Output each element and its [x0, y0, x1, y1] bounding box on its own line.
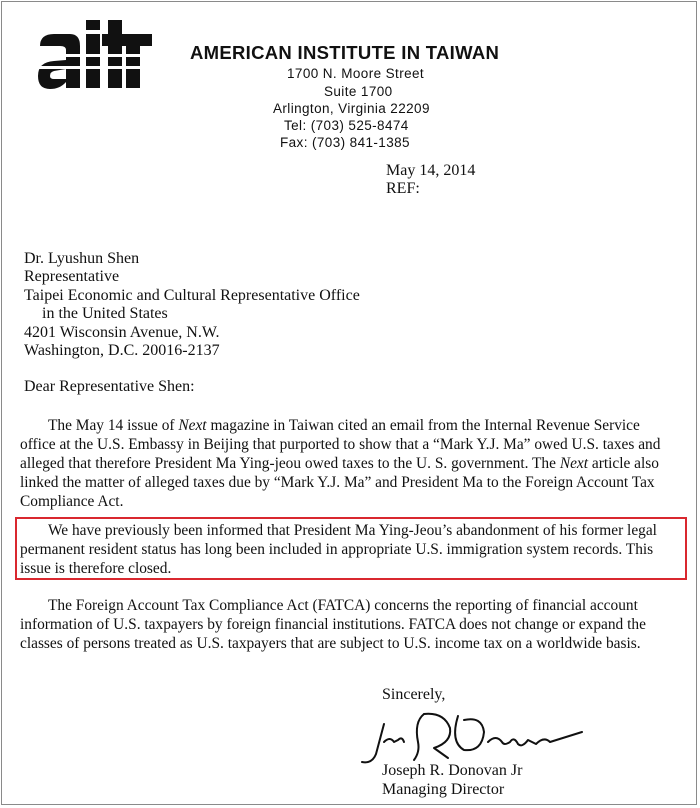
reference-label: REF:	[386, 180, 420, 197]
valediction: Sincerely,	[382, 686, 446, 703]
paragraph-line: The Foreign Account Tax Compliance Act (FATCA) concerns the reporting of financial account	[48, 597, 638, 614]
address-suite: Suite 1700	[324, 84, 393, 99]
address-city: Arlington, Virginia 22209	[273, 101, 430, 116]
paragraph-line: The May 14 issue of Next magazine in Taiwan cited an email from the Internal Revenue Service	[48, 417, 640, 434]
organization-name: AMERICAN INSTITUTE IN TAIWAN	[190, 42, 500, 63]
paragraph-next-magazine	[20, 416, 690, 511]
recipient-city: Washington, D.C. 20016-2137	[24, 342, 220, 359]
address-tel: Tel: (703) 525-8474	[284, 118, 409, 133]
signer-title: Managing Director	[382, 781, 505, 798]
paragraph-line: linked the matter of alleged taxes due by “Mark Y.J. Ma” and President Ma to the Foreign Account Tax	[20, 474, 655, 491]
salutation: Dear Representative Shen:	[24, 378, 195, 395]
paragraph-line: information of U.S. taxpayers by foreign financial institutions. FATCA does not change or expand the	[20, 616, 646, 633]
recipient-office-cont: in the United States	[42, 305, 168, 322]
letter-page	[1, 1, 697, 805]
signer-name: Joseph R. Donovan Jr	[382, 762, 523, 779]
recipient-street: 4201 Wisconsin Avenue, N.W.	[24, 324, 220, 341]
recipient-title: Representative	[24, 268, 120, 285]
paragraph-line: We have previously been informed that President Ma Ying-Jeou’s abandonment of his former legal	[48, 522, 657, 539]
ait-logo	[36, 16, 156, 94]
paragraph-line: permanent resident status has long been included in appropriate U.S. immigration system records. This	[20, 541, 654, 558]
paragraph-line: office at the U.S. Embassy in Beijing that purported to show that a “Mark Y.J. Ma” owed U.S. taxes and	[20, 436, 661, 453]
paragraph-immigration-status	[20, 521, 690, 578]
paragraph-line: alleged that therefore President Ma Ying-jeou owed taxes to the U. S. government. The Next article also	[20, 455, 659, 472]
letter-date: May 14, 2014	[386, 162, 476, 179]
paragraph-fatca	[20, 596, 690, 653]
paragraph-line: classes of persons treated as U.S. taxpayers that are subject to U.S. income tax on a worldwide basis.	[20, 635, 641, 652]
recipient-office: Taipei Economic and Cultural Representative Office	[24, 287, 360, 304]
address-fax: Fax: (703) 841-1385	[280, 135, 410, 150]
paragraph-line: Compliance Act.	[20, 493, 124, 510]
recipient-name: Dr. Lyushun Shen	[24, 250, 140, 267]
paragraph-line: issue is therefore closed.	[20, 560, 172, 577]
address-street: 1700 N. Moore Street	[287, 66, 425, 81]
